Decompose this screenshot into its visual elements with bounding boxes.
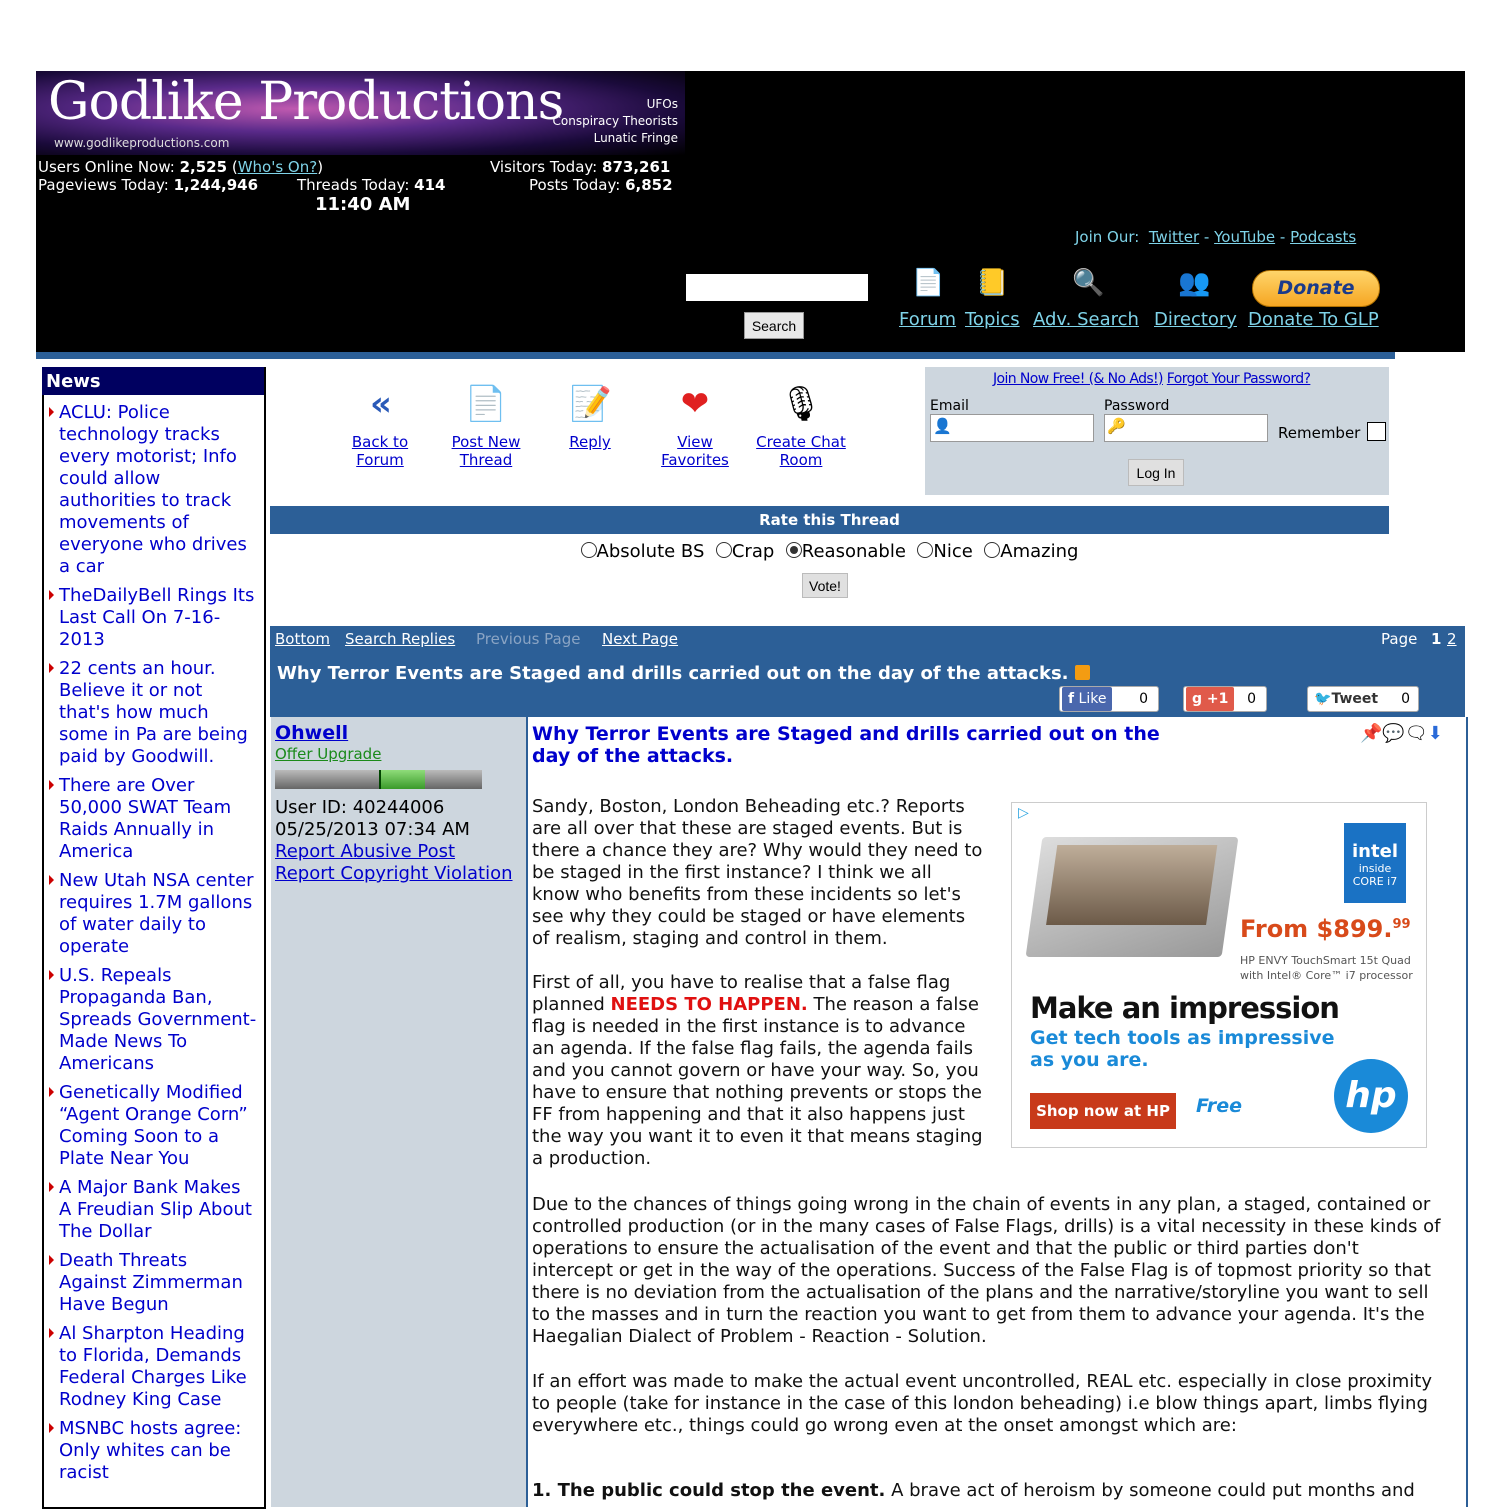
page-2-link[interactable]: 2 <box>1447 630 1457 648</box>
down-arrow-icon[interactable]: ⬇ <box>1427 723 1443 744</box>
news-item[interactable]: A Major Bank Makes A Freudian Slip About The Dollar <box>46 1177 258 1243</box>
social-links: Join Our: Twitter - YouTube - Podcasts <box>1075 228 1357 246</box>
current-page: 1 <box>1431 630 1442 648</box>
news-item[interactable]: TheDailyBell Rings Its Last Call On 7-16-2013 <box>46 585 258 651</box>
news-item[interactable]: There are Over 50,000 SWAT Team Raids Annually in America <box>46 775 258 863</box>
karma-bar <box>275 770 482 789</box>
remember-checkbox[interactable] <box>1367 422 1386 441</box>
thread-title: Why Terror Events are Staged and drills carried out on the day of the attacks. <box>277 663 1090 684</box>
reply-link[interactable]: Reply <box>569 433 611 451</box>
news-item[interactable]: MSNBC hosts agree: Only whites can be racist <box>46 1418 258 1484</box>
search-input[interactable] <box>686 274 868 301</box>
reply-icon[interactable]: 📝 <box>569 384 613 424</box>
ad-subheadline: Get tech tools as impressive as you are. <box>1030 1027 1335 1071</box>
youtube-link[interactable]: YouTube <box>1214 228 1276 246</box>
news-heading: News <box>42 367 264 395</box>
email-field[interactable] <box>930 414 1094 442</box>
report-copyright-link[interactable]: Report Copyright Violation <box>275 863 513 884</box>
post-date: 05/25/2013 07:34 AM <box>275 819 470 840</box>
logo-url: www.godlikeproductions.com <box>54 136 230 150</box>
podcasts-link[interactable]: Podcasts <box>1290 228 1357 246</box>
forum-icon[interactable]: 📄 <box>912 268 945 298</box>
forgot-password-link[interactable]: Forgot Your Password? <box>1166 371 1311 387</box>
ad-headline: Make an impression <box>1030 991 1339 1025</box>
create-chat-room-link[interactable]: Create Chat Room <box>756 433 846 469</box>
search-button[interactable]: Search <box>744 312 804 339</box>
whos-on-link[interactable]: Who's On? <box>237 158 318 176</box>
ad-price: From $899.99 <box>1240 915 1411 943</box>
email-label: Email <box>930 398 969 414</box>
join-link[interactable]: Join Now Free! (& No Ads!) <box>993 371 1163 387</box>
adchoices-icon[interactable]: ▷ <box>1018 805 1029 821</box>
quote-icon[interactable]: 💬 <box>1382 723 1405 744</box>
view-favorites-link[interactable]: View Favorites <box>661 433 729 469</box>
password-field[interactable] <box>1104 414 1268 442</box>
hp-logo: hp <box>1334 1059 1408 1133</box>
thread-title-bar <box>270 652 1465 717</box>
post-new-thread-link[interactable]: Post New Thread <box>451 433 521 469</box>
news-item[interactable]: 22 cents an hour. Believe it or not that's how much some in Pa are being paid by Goodwill. <box>46 658 258 768</box>
facebook-icon: f Like <box>1062 687 1112 711</box>
favorites-icon[interactable]: ❤ <box>680 384 710 424</box>
search-icon[interactable]: 🔍 <box>1072 268 1105 298</box>
directory-icon[interactable]: 👥 <box>1178 268 1211 298</box>
news-list <box>46 402 258 1491</box>
laptop-image <box>1026 837 1239 957</box>
users-online: Users Online Now: 2,525 (Who's On?) <box>38 158 324 176</box>
bottom-link[interactable]: Bottom <box>275 630 331 648</box>
gplus-button[interactable]: g +1 0 <box>1183 686 1267 712</box>
search-replies-link[interactable]: Search Replies <box>345 630 456 648</box>
posts-today: Posts Today: 6,852 <box>529 176 673 194</box>
nav-directory[interactable]: Directory <box>1154 309 1237 330</box>
shop-now-button[interactable]: Shop now at HP <box>1030 1093 1176 1129</box>
back-to-forum-link[interactable]: Back to Forum <box>351 433 409 469</box>
nav-donate[interactable]: Donate To GLP <box>1248 309 1379 330</box>
post-title: Why Terror Events are Staged and drills carried out on the day of the attacks. <box>532 723 1160 767</box>
current-time: 11:40 AM <box>315 194 411 215</box>
nav-forum[interactable]: Forum <box>899 309 957 330</box>
news-item[interactable]: U.S. Repeals Propaganda Ban, Spreads Government-Made News To Americans <box>46 965 258 1075</box>
donate-button[interactable]: Donate <box>1252 270 1380 307</box>
previous-page-link: Previous Page <box>476 630 581 648</box>
post-paragraph-3: Due to the chances of things going wrong in the chain of events in any plan, a staged, contained or controlled production (or in the many cases of False Flags, drills) is a vital necessity in these kinds of operations to ensure the actualisation of the event and that the public or third parties don't intercept or get in the way of the operations. Success of the False Flag is of topmost priority so that there is no deviation from the actualisation of the plans and the narrative/storyline you want to sell to the masses and in turn the reaction you want to get from them to advance your agenda. It's the Haegalian Dialect of Problem - Reaction - Solution. <box>532 1194 1441 1347</box>
pageviews-today: Pageviews Today: 1,244,946 <box>38 176 259 194</box>
gplus-icon: g +1 <box>1186 687 1234 711</box>
login-button[interactable]: Log In <box>1128 459 1184 486</box>
post-paragraph-2: First of all, you have to realise that a false flag planned NEEDS TO HAPPEN. The reason a false flag is needed in the first instance is to advance an agenda. If the false flag fails, the agenda fails and you cannot govern or have your way. So, you have to ensure that nothing prevents or stops the FF from happening and that it also happens just the way you want it to even it that means staging a production. <box>532 972 983 1169</box>
free-shipping-badge: Free <box>1196 1095 1243 1117</box>
password-label: Password <box>1104 398 1170 414</box>
offer-upgrade-link[interactable]: Offer Upgrade <box>275 745 382 763</box>
new-thread-icon[interactable]: 📄 <box>464 384 508 424</box>
nav-topics[interactable]: Topics <box>965 309 1020 330</box>
intel-badge: intel inside CORE i7 <box>1344 823 1406 903</box>
rss-icon[interactable] <box>1075 665 1090 680</box>
tweet-icon: 🐦Tweet <box>1314 691 1379 707</box>
header-divider <box>36 352 1395 359</box>
rating-absolute-bs[interactable]: Absolute BS <box>581 541 705 562</box>
news-item[interactable]: Al Sharpton Heading to Florida, Demands Federal Charges Like Rodney King Case <box>46 1323 258 1411</box>
vote-button[interactable]: Vote! <box>802 573 848 598</box>
twitter-link[interactable]: Twitter <box>1148 228 1200 246</box>
user-details <box>275 797 513 885</box>
rating-amazing[interactable]: Amazing <box>979 541 1079 562</box>
nav-adv-search[interactable]: Adv. Search <box>1033 309 1139 330</box>
visitors-today: Visitors Today: 873,261 <box>490 158 671 176</box>
key-icon: 🔑 <box>1107 417 1126 435</box>
news-item[interactable]: ACLU: Police technology tracks every motorist; Info could allow authorities to track movements of everyone who drives a car <box>46 402 258 578</box>
pin-icon[interactable]: 📌 <box>1360 723 1383 744</box>
news-item[interactable]: New Utah NSA center requires 1.7M gallons of water daily to operate <box>46 870 258 958</box>
username-link[interactable]: Ohwell <box>275 722 349 744</box>
tweet-button[interactable]: 🐦Tweet 0 <box>1307 686 1419 712</box>
facebook-like-button[interactable]: f Like 0 <box>1059 686 1159 712</box>
rating-nice[interactable]: Nice <box>912 541 973 562</box>
report-abusive-post-link[interactable]: Report Abusive Post <box>275 841 456 862</box>
back-icon[interactable]: « <box>370 384 392 424</box>
hp-advertisement[interactable] <box>1011 802 1427 1148</box>
news-item[interactable]: Death Threats Against Zimmerman Have Begun <box>46 1250 258 1316</box>
user-icon: 👤 <box>933 417 952 435</box>
rating-options <box>270 541 1389 562</box>
post-paragraph-1: Sandy, Boston, London Beheading etc.? Reports are all over that these are staged events. But is there a chance they are? Why would they need to be staged in the first instance? I think we all know who benefits from these incidents so let's see why they could be staged or have elements of realism, staging and control in them. <box>532 796 983 949</box>
ad-product: HP ENVY TouchSmart 15t Quad with Intel® Core™ i7 processor <box>1240 954 1413 982</box>
rating-crap[interactable]: Crap <box>710 541 774 562</box>
reply-quote-icon[interactable]: 🗨 <box>1404 723 1428 744</box>
post-paragraph-5: 1. The public could stop the event. A brave act of heroism by someone could put months and <box>532 1480 1415 1501</box>
logo-title: Godlike Productions <box>48 72 564 132</box>
post-action-icons <box>1360 723 1443 744</box>
threads-today: Threads Today: 414 <box>297 176 446 194</box>
chat-icon[interactable]: 🎙 <box>779 384 823 424</box>
login-links <box>993 371 1310 387</box>
post-paragraph-4: If an effort was made to make the actual event uncontrolled, REAL etc. especially in close proximity to people (take for instance in the case of this london beheading) i.e blow things apart, limbs flying everywhere etc., things could go wrong even at the onset amongst which are: <box>532 1371 1432 1436</box>
pager-bar <box>270 626 1465 652</box>
next-page-link[interactable]: Next Page <box>602 630 679 648</box>
user-id: User ID: 40244006 <box>275 797 445 818</box>
remember-label: Remember <box>1278 424 1361 442</box>
page-label: Page <box>1381 630 1418 648</box>
rating-reasonable[interactable]: Reasonable <box>780 541 906 562</box>
topics-icon[interactable]: 📒 <box>976 268 1009 298</box>
logo-tagline: UFOs Conspiracy Theorists Lunatic Fringe <box>552 97 678 145</box>
rate-thread-heading: Rate this Thread <box>270 506 1389 534</box>
news-item[interactable]: Genetically Modified “Agent Orange Corn” Coming Soon to a Plate Near You <box>46 1082 258 1170</box>
